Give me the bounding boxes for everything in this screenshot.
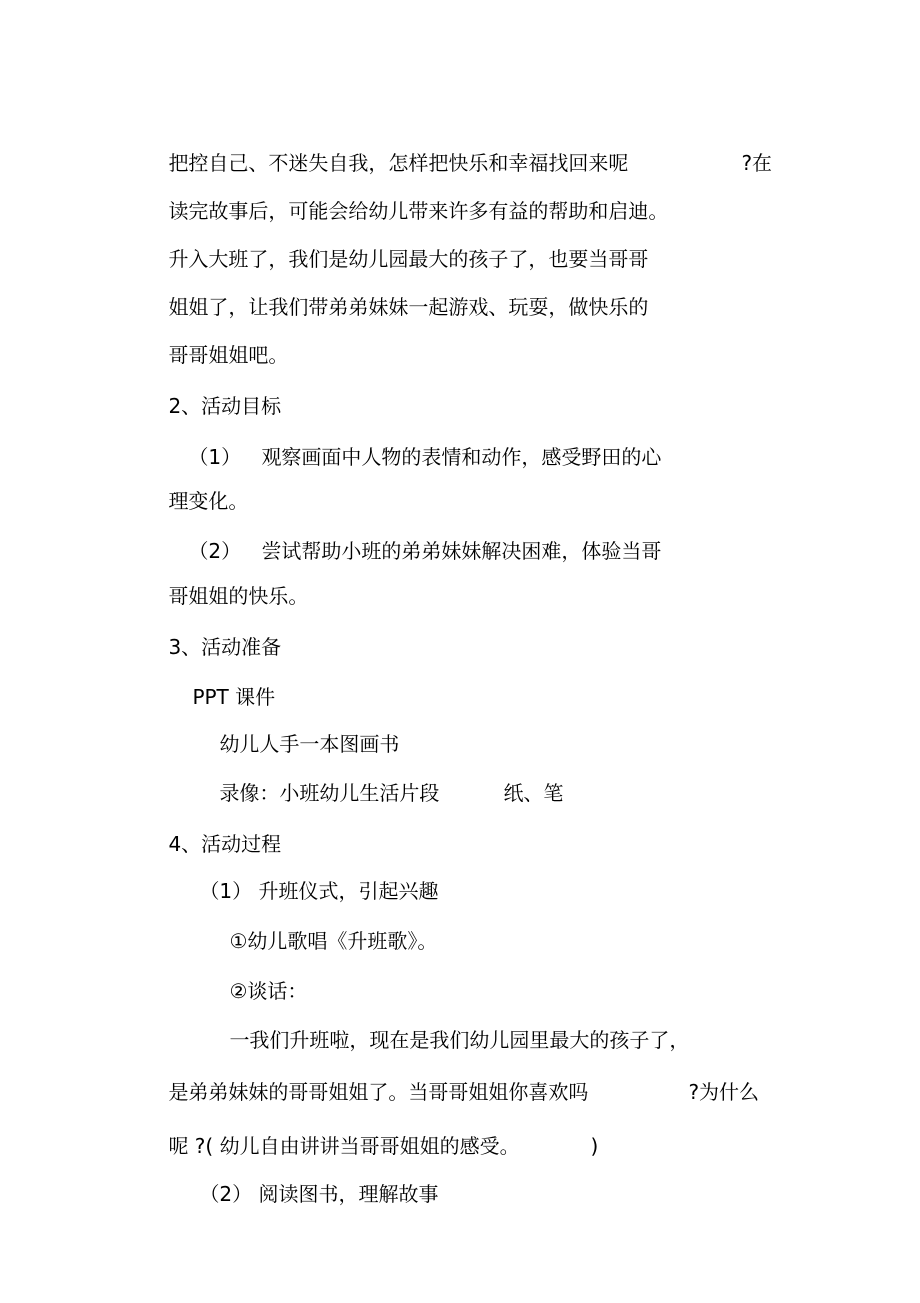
step-1-item-d-end: [663, 1056, 759, 1128]
goal-1-text: 观察画面中人物的表情和动作，感受野田的心: [261, 445, 662, 469]
goal-2-text: 尝试帮助小班的弟弟妹妹解决困难，体验当哥: [261, 539, 662, 563]
step-1-item-d-end-text: ?为什么: [688, 1080, 760, 1104]
prep-item-4: [478, 757, 563, 829]
step-1-item-e-text: 呢 ?( 幼儿自由讲讲当哥哥姐姐的感受。: [168, 1134, 520, 1158]
intro-line-4-text: 姐姐了，让我们带弟弟妹妹一起游戏、玩耍，做快乐的: [168, 295, 649, 319]
step-1-item-c-text: 一我们升班啦，现在是我们幼儿园里最大的孩子了，: [229, 1028, 690, 1052]
prep-item-2-text: 幼儿人手一本图画书: [219, 732, 400, 756]
section-3-heading-text: 3、活动准备: [168, 635, 282, 659]
intro-line-2-text: 读完故事后，可能会给幼儿带来许多有益的帮助和启迪。: [168, 199, 669, 223]
section-4-heading-text: 4、活动过程: [168, 832, 282, 856]
goal-1: [236, 421, 661, 493]
goal-1-number-text: （1）: [188, 445, 242, 469]
step-1-item-e-end: [565, 1110, 598, 1182]
step-1-item-e-end-text: ): [590, 1134, 599, 1158]
section-2-heading-text: 2、活动目标: [168, 394, 282, 418]
step-1-item-d-text: 是弟弟妹妹的哥哥姐姐了。当哥哥姐姐你喜欢吗: [168, 1080, 589, 1104]
intro-line-1-end-text: ?在: [741, 151, 773, 175]
step-1-title-text: （1） 升班仪式，引起兴趣: [199, 879, 439, 903]
step-2-title-text: （2） 阅读图书，理解故事: [199, 1182, 439, 1206]
step-2-title: [174, 1158, 439, 1230]
intro-line-3-text: 升入大班了，我们是幼儿园最大的孩子了，也要当哥哥: [168, 247, 649, 271]
prep-item-1-text: PPT 课件: [192, 685, 276, 709]
intro-line-1-text: 把控自己、不迷失自我，怎样把快乐和幸福找回来呢: [168, 151, 629, 175]
prep-item-4-text: 纸、笔: [503, 781, 564, 805]
goal-2-continuation-text: 哥姐姐的快乐。: [168, 584, 309, 608]
step-1-item-a-text: ①幼儿歌唱《升班歌》。: [229, 929, 438, 953]
step-1-item-b-text: ②谈话：: [229, 979, 308, 1003]
prep-item-3-text: 录像：小班幼儿生活片段: [219, 781, 440, 805]
goal-1-continuation-text: 理变化。: [168, 489, 249, 513]
intro-line-1-end: [716, 127, 772, 199]
goal-2-number-text: （2）: [188, 539, 242, 563]
intro-line-5-text: 哥哥姐姐吧。: [168, 343, 289, 367]
